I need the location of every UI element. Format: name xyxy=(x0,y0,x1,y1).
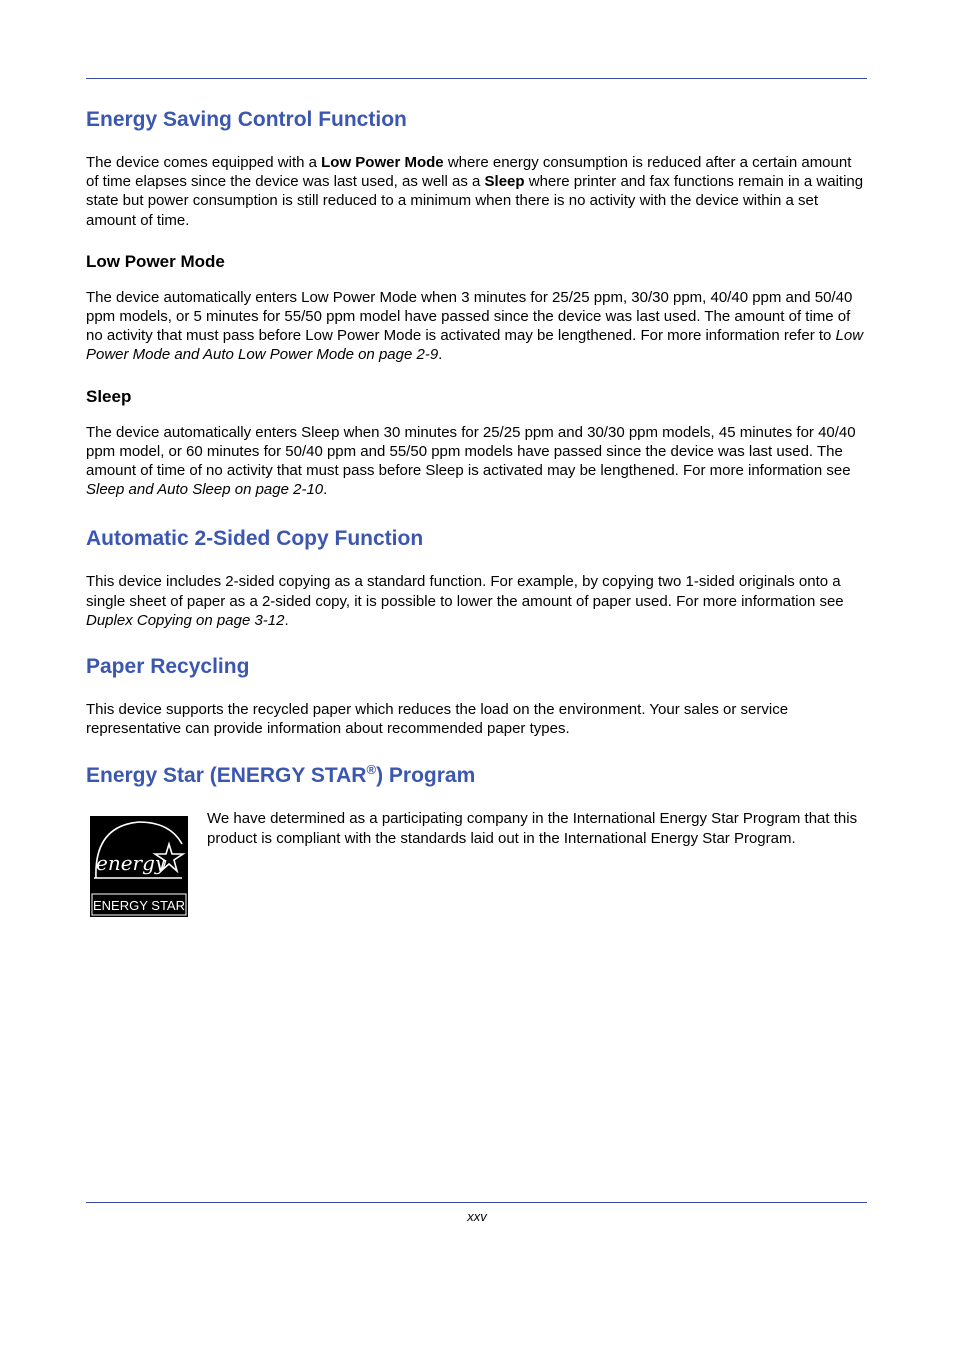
sleep-reference: Sleep and Auto Sleep on page 2-10 xyxy=(86,481,324,499)
logo-energy-star-text: ENERGY STAR xyxy=(93,898,185,914)
sleep-end: . xyxy=(323,481,328,499)
intro-bold-sleep: Sleep xyxy=(484,173,525,191)
intro-text-2: where energy consumption is reduced after a certain amount of time elapses since the device was last used, as well as a xyxy=(86,154,852,191)
page-number: xxv xyxy=(467,1209,487,1224)
heading-energy-saving: Energy Saving Control Function xyxy=(86,108,407,131)
low-power-body xyxy=(86,288,867,365)
duplex-body xyxy=(86,572,867,630)
duplex-end: . xyxy=(284,611,289,629)
intro-text-1: The device comes equipped with a xyxy=(86,154,322,171)
low-power-reference: Low Power Mode and Auto Low Power Mode on page 2-9 xyxy=(86,327,864,364)
duplex-text: This device includes 2-sided copying as a standard function. For example, by copying two 1-sided originals onto a single sheet of paper as a 2-sided copy, it is possible to lower the amount of paper used. For more information see xyxy=(86,573,844,610)
energy-saving-intro xyxy=(86,153,867,230)
sleep-text: The device automatically enters Sleep when 30 minutes for 25/25 ppm and 30/30 ppm models, 45 minutes for 40/40 ppm model, or 60 minutes for 50/40 ppm and 55/50 ppm models have passed since the device was last used. The amount of time of no activity that must pass before Sleep is activated may be lengthened. For more information see xyxy=(86,423,856,480)
heading-energy-star xyxy=(86,761,867,791)
recycling-body: This device supports the recycled paper which reduces the load on the environment. Your sales or service representative can provide information about recommended paper types. xyxy=(86,701,789,738)
energy-star-title-part1: Energy Star (ENERGY STAR xyxy=(86,764,367,788)
intro-text-3: where printer and fax functions remain in a waiting state but power consumption is still reduced to a minimum when there is no activity with the device within a set amount of time. xyxy=(86,173,864,229)
energy-star-body: We have determined as a participating company in the International Energy Star Program that this product is compliant with the standards laid out in the International Energy Star Program. xyxy=(207,810,858,847)
low-power-end: . xyxy=(438,346,443,364)
heading-duplex: Automatic 2-Sided Copy Function xyxy=(86,527,424,551)
logo-script-text: energy xyxy=(96,851,167,876)
heading-low-power-mode: Low Power Mode xyxy=(86,251,225,271)
sleep-body xyxy=(86,423,867,500)
low-power-text: The device automatically enters Low Power Mode when 3 minutes for 25/25 ppm, 30/30 ppm, 40/40 ppm and 50/40 ppm models, or 5 minutes for 55/50 ppm model have passed since the device was last used. The amount of time of no activity that must pass before Low Power Mode is activated may be lengthened. For more information refer to xyxy=(86,288,853,345)
energy-star-title-part2: ) Program xyxy=(376,764,476,788)
registered-mark: ® xyxy=(366,762,377,778)
footer-rule xyxy=(86,1202,867,1203)
page-content xyxy=(86,105,867,919)
duplex-reference: Duplex Copying on page 3-12 xyxy=(86,611,285,629)
intro-bold-low-power: Low Power Mode xyxy=(321,154,444,171)
energy-star-logo-icon xyxy=(90,816,188,917)
heading-paper-recycling: Paper Recycling xyxy=(86,655,250,679)
energy-star-block xyxy=(86,809,867,919)
heading-sleep: Sleep xyxy=(86,386,132,406)
header-rule xyxy=(86,78,867,79)
